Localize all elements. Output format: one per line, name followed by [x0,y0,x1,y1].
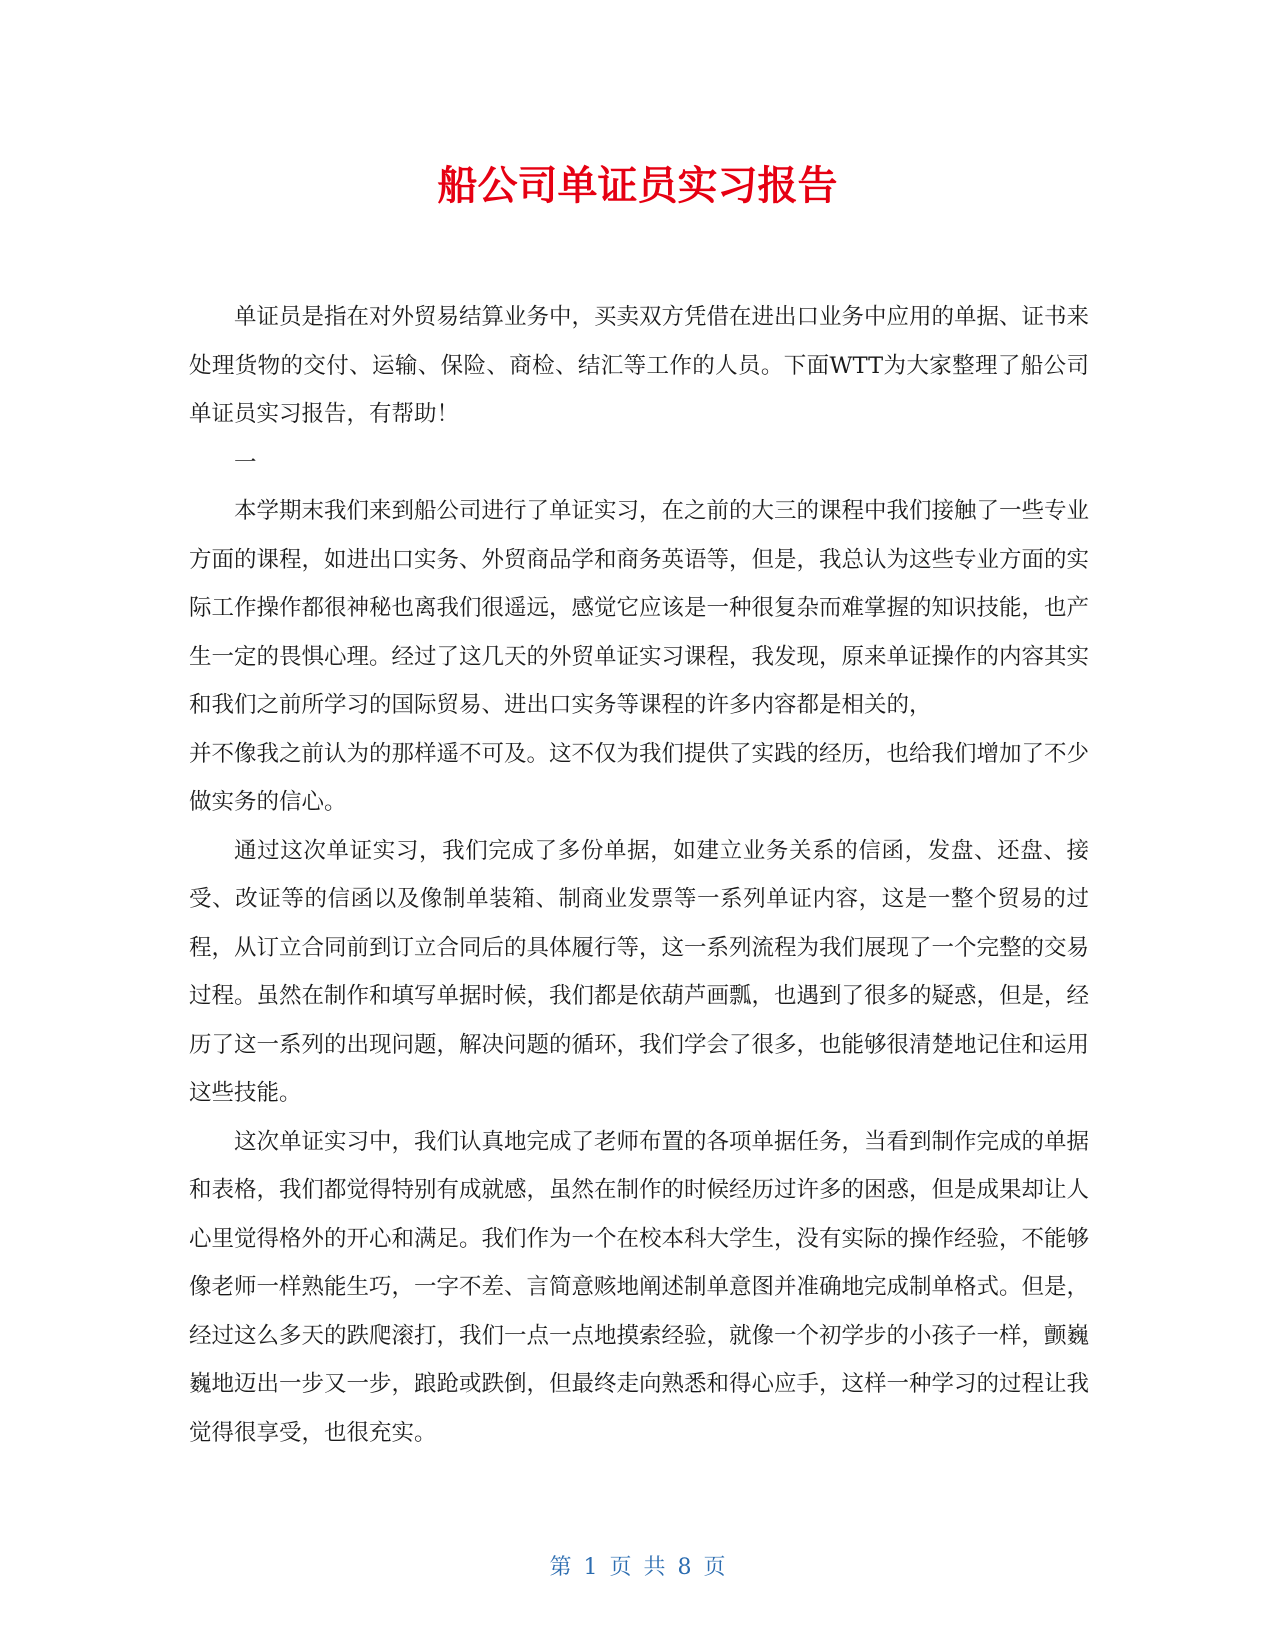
section-number: 一 [234,449,257,476]
footer-total-unit: 页 [703,1555,726,1580]
paragraph-intro: 单证员是指在对外贸易结算业务中，买卖双方凭借在进出口业务中应用的单据、证书来处理货物的交付、运输、保险、商检、结汇等工作的人员。下面WTT为大家整理了船公司单证员实习报告，有帮助！ [189,304,1090,427]
paragraph-1: 本学期末我们来到船公司进行了单证实习，在之前的大三的课程中我们接触了一些专业方面的课程，如进出口实务、外贸商品学和商务英语等，但是，我总认为这些专业方面的实际工作操作都很神秘也离我们很遥远，感觉它应该是一种很复杂而难掌握的知识技能，也产生一定的畏惧心理。经过了这几天的外贸单证实习课程，我发现，原来单证操作的内容其实和我们之前所学习的国际贸易、进出口实务等课程的许多内容都是相关的， [189,498,1090,718]
paragraph-3: 这次单证实习中，我们认真地完成了老师布置的各项单据任务，当看到制作完成的单据和表格，我们都觉得特别有成就感，虽然在制作的时候经历过许多的困惑，但是成果却让人心里觉得格外的开心和满足。我们作为一个在校本科大学生，没有实际的操作经验，不能够像老师一样熟能生巧，一字不差、言简意赅地阐述制单意图并准确地完成制单格式。但是，经过这么多天的跌爬滚打，我们一点一点地摸索经验，就像一个初学步的小孩子一样，颤巍巍地迈出一步又一步，踉跄或跌倒，但最终走向熟悉和得心应手，这样一种学习的过程让我觉得很享受，也很充实。 [189,1128,1090,1446]
page-number-footer [0,1553,1275,1583]
document-title: 船公司单证员实习报告 [437,163,838,209]
paragraph-2: 通过这次单证实习，我们完成了多份单据，如建立业务关系的信函，发盘、还盘、接受、改证等的信函以及像制单装箱、制商业发票等一系列单证内容，这是一整个贸易的过程，从订立合同前到订立合同后的具体履行等，这一系列流程为我们展现了一个完整的交易过程。虽然在制作和填写单据时候，我们都是依葫芦画瓢，也遇到了很多的疑惑，但是，经历了这一系列的出现问题，解决问题的循环，我们学会了很多，也能够很清楚地记住和运用这些技能。 [189,837,1090,1106]
paragraph-1-continued: 并不像我之前认为的那样遥不可及。这不仅为我们提供了实践的经历，也给我们增加了不少做实务的信心。 [189,740,1090,815]
document-body [189,293,1089,1457]
footer-current-page: 1 [583,1555,598,1580]
footer-total-label: 共 [643,1555,666,1580]
footer-page-label: 第 [549,1555,572,1580]
footer-total-pages: 8 [677,1555,692,1580]
footer-page-unit: 页 [609,1555,632,1580]
